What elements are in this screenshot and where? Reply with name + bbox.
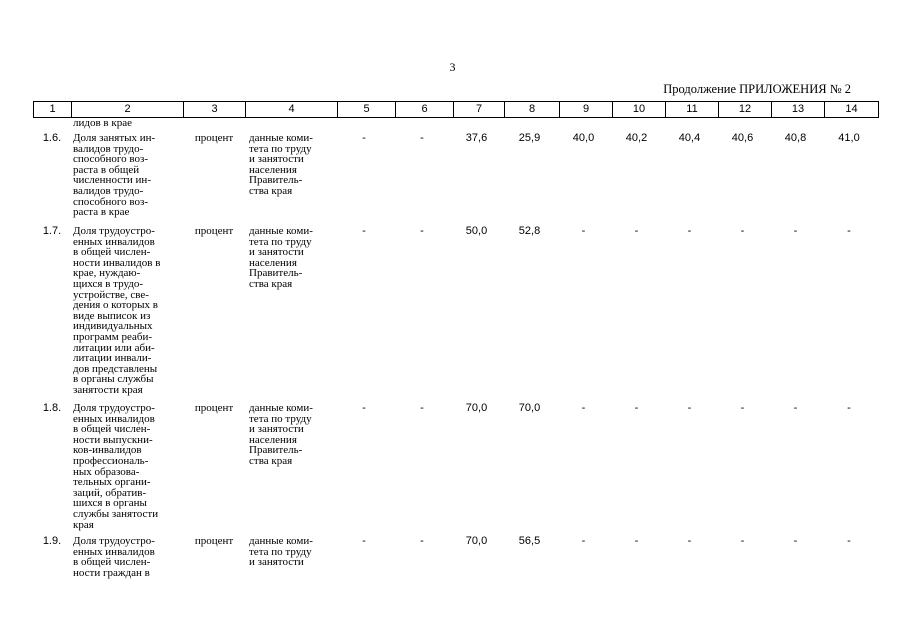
header-col-6: 6 [396, 102, 454, 118]
indicator-name: Доля занятых ин- валидов трудо- способного воз- раста в общей численности ин- валидов трудо- способного воз- раста в крае [73, 132, 156, 219]
value-col-6: - [420, 225, 424, 237]
header-col-11: 11 [666, 102, 719, 118]
value-col-7: 37,6 [465, 132, 488, 144]
indicator-name: Доля трудоустро- енных инвалидов в общей числен- ности инвалидов в крае, нуждаю- щихся в трудо- устройстве, све- дения о которых в виде выписок из индивидуальных программ реаби- литации или аби- литации инвали- дов представлены в органы службы занятости края [73, 225, 161, 396]
header-col-3: 3 [184, 102, 246, 118]
value-col-10: 40,2 [625, 132, 648, 144]
row-number: 1.7. [42, 225, 62, 237]
value-col-6: - [420, 402, 424, 414]
value-col-12: - [740, 402, 745, 414]
unit: процент [194, 132, 234, 144]
indicator-name: Доля трудоустро- енных инвалидов в общей числен- ности выпускни- ков-инвалидов профессиональ- ных образова- тельных органи- заций, обратив- шихся в органы службы занятости края [73, 402, 159, 531]
row-number: 1.9. [42, 535, 62, 547]
value-col-8: 25,9 [518, 132, 541, 144]
value-col-10: - [634, 535, 639, 547]
value-col-13: - [793, 535, 798, 547]
value-col-5: - [362, 225, 366, 237]
carryover-text: лидов в крае [73, 118, 132, 129]
header-col-2: 2 [72, 102, 184, 118]
header-col-12: 12 [719, 102, 772, 118]
value-col-7: 70,0 [465, 402, 488, 414]
value-col-13: - [793, 402, 798, 414]
value-col-14: - [847, 225, 851, 237]
header-col-9: 9 [560, 102, 613, 118]
header-col-4: 4 [246, 102, 338, 118]
value-col-14: - [847, 535, 851, 547]
unit: процент [194, 535, 234, 547]
value-col-9: - [581, 402, 586, 414]
value-col-9: - [581, 535, 586, 547]
value-col-6: - [420, 535, 424, 547]
value-col-8: 70,0 [518, 402, 541, 414]
header-col-8: 8 [505, 102, 560, 118]
row-number: 1.6. [42, 132, 62, 144]
value-col-11: - [687, 402, 692, 414]
value-col-5: - [362, 402, 366, 414]
unit: процент [194, 225, 234, 237]
value-col-10: - [634, 402, 639, 414]
value-col-13: - [793, 225, 798, 237]
header-col-7: 7 [454, 102, 505, 118]
value-col-5: - [362, 132, 366, 144]
data-source: данные коми- тета по труду и занятости населения Правитель- ства края [249, 402, 313, 467]
value-col-7: 70,0 [465, 535, 488, 547]
header-col-13: 13 [772, 102, 825, 118]
value-col-14: 41,0 [838, 132, 860, 144]
value-col-8: 56,5 [518, 535, 541, 547]
header-col-14: 14 [825, 102, 879, 118]
unit: процент [194, 402, 234, 414]
table-body [33, 118, 876, 640]
header-col-5: 5 [338, 102, 396, 118]
value-col-6: - [420, 132, 424, 144]
data-source: данные коми- тета по труду и занятости населения Правитель- ства края [249, 225, 313, 290]
page-number: 3 [449, 60, 456, 74]
indicator-name: Доля трудоустро- енных инвалидов в общей числен- ности граждан в [73, 535, 155, 579]
value-col-11: - [687, 225, 692, 237]
column-number-header [33, 101, 879, 118]
value-col-12: 40,6 [731, 132, 754, 144]
continuation-title: Продолжение ПРИЛОЖЕНИЯ № 2 [663, 82, 851, 96]
value-col-14: - [847, 402, 851, 414]
value-col-7: 50,0 [465, 225, 488, 237]
header-col-10: 10 [613, 102, 666, 118]
row-number: 1.8. [42, 402, 62, 414]
value-col-5: - [362, 535, 366, 547]
data-source: данные коми- тета по труду и занятости [249, 535, 313, 569]
data-source: данные коми- тета по труду и занятости населения Правитель- ства края [249, 132, 313, 197]
value-col-13: 40,8 [784, 132, 807, 144]
value-col-8: 52,8 [518, 225, 541, 237]
value-col-12: - [740, 535, 745, 547]
value-col-9: - [581, 225, 586, 237]
value-col-12: - [740, 225, 745, 237]
value-col-11: 40,4 [678, 132, 701, 144]
value-col-11: - [687, 535, 692, 547]
value-col-10: - [634, 225, 639, 237]
header-col-1: 1 [34, 102, 72, 118]
value-col-9: 40,0 [572, 132, 595, 144]
